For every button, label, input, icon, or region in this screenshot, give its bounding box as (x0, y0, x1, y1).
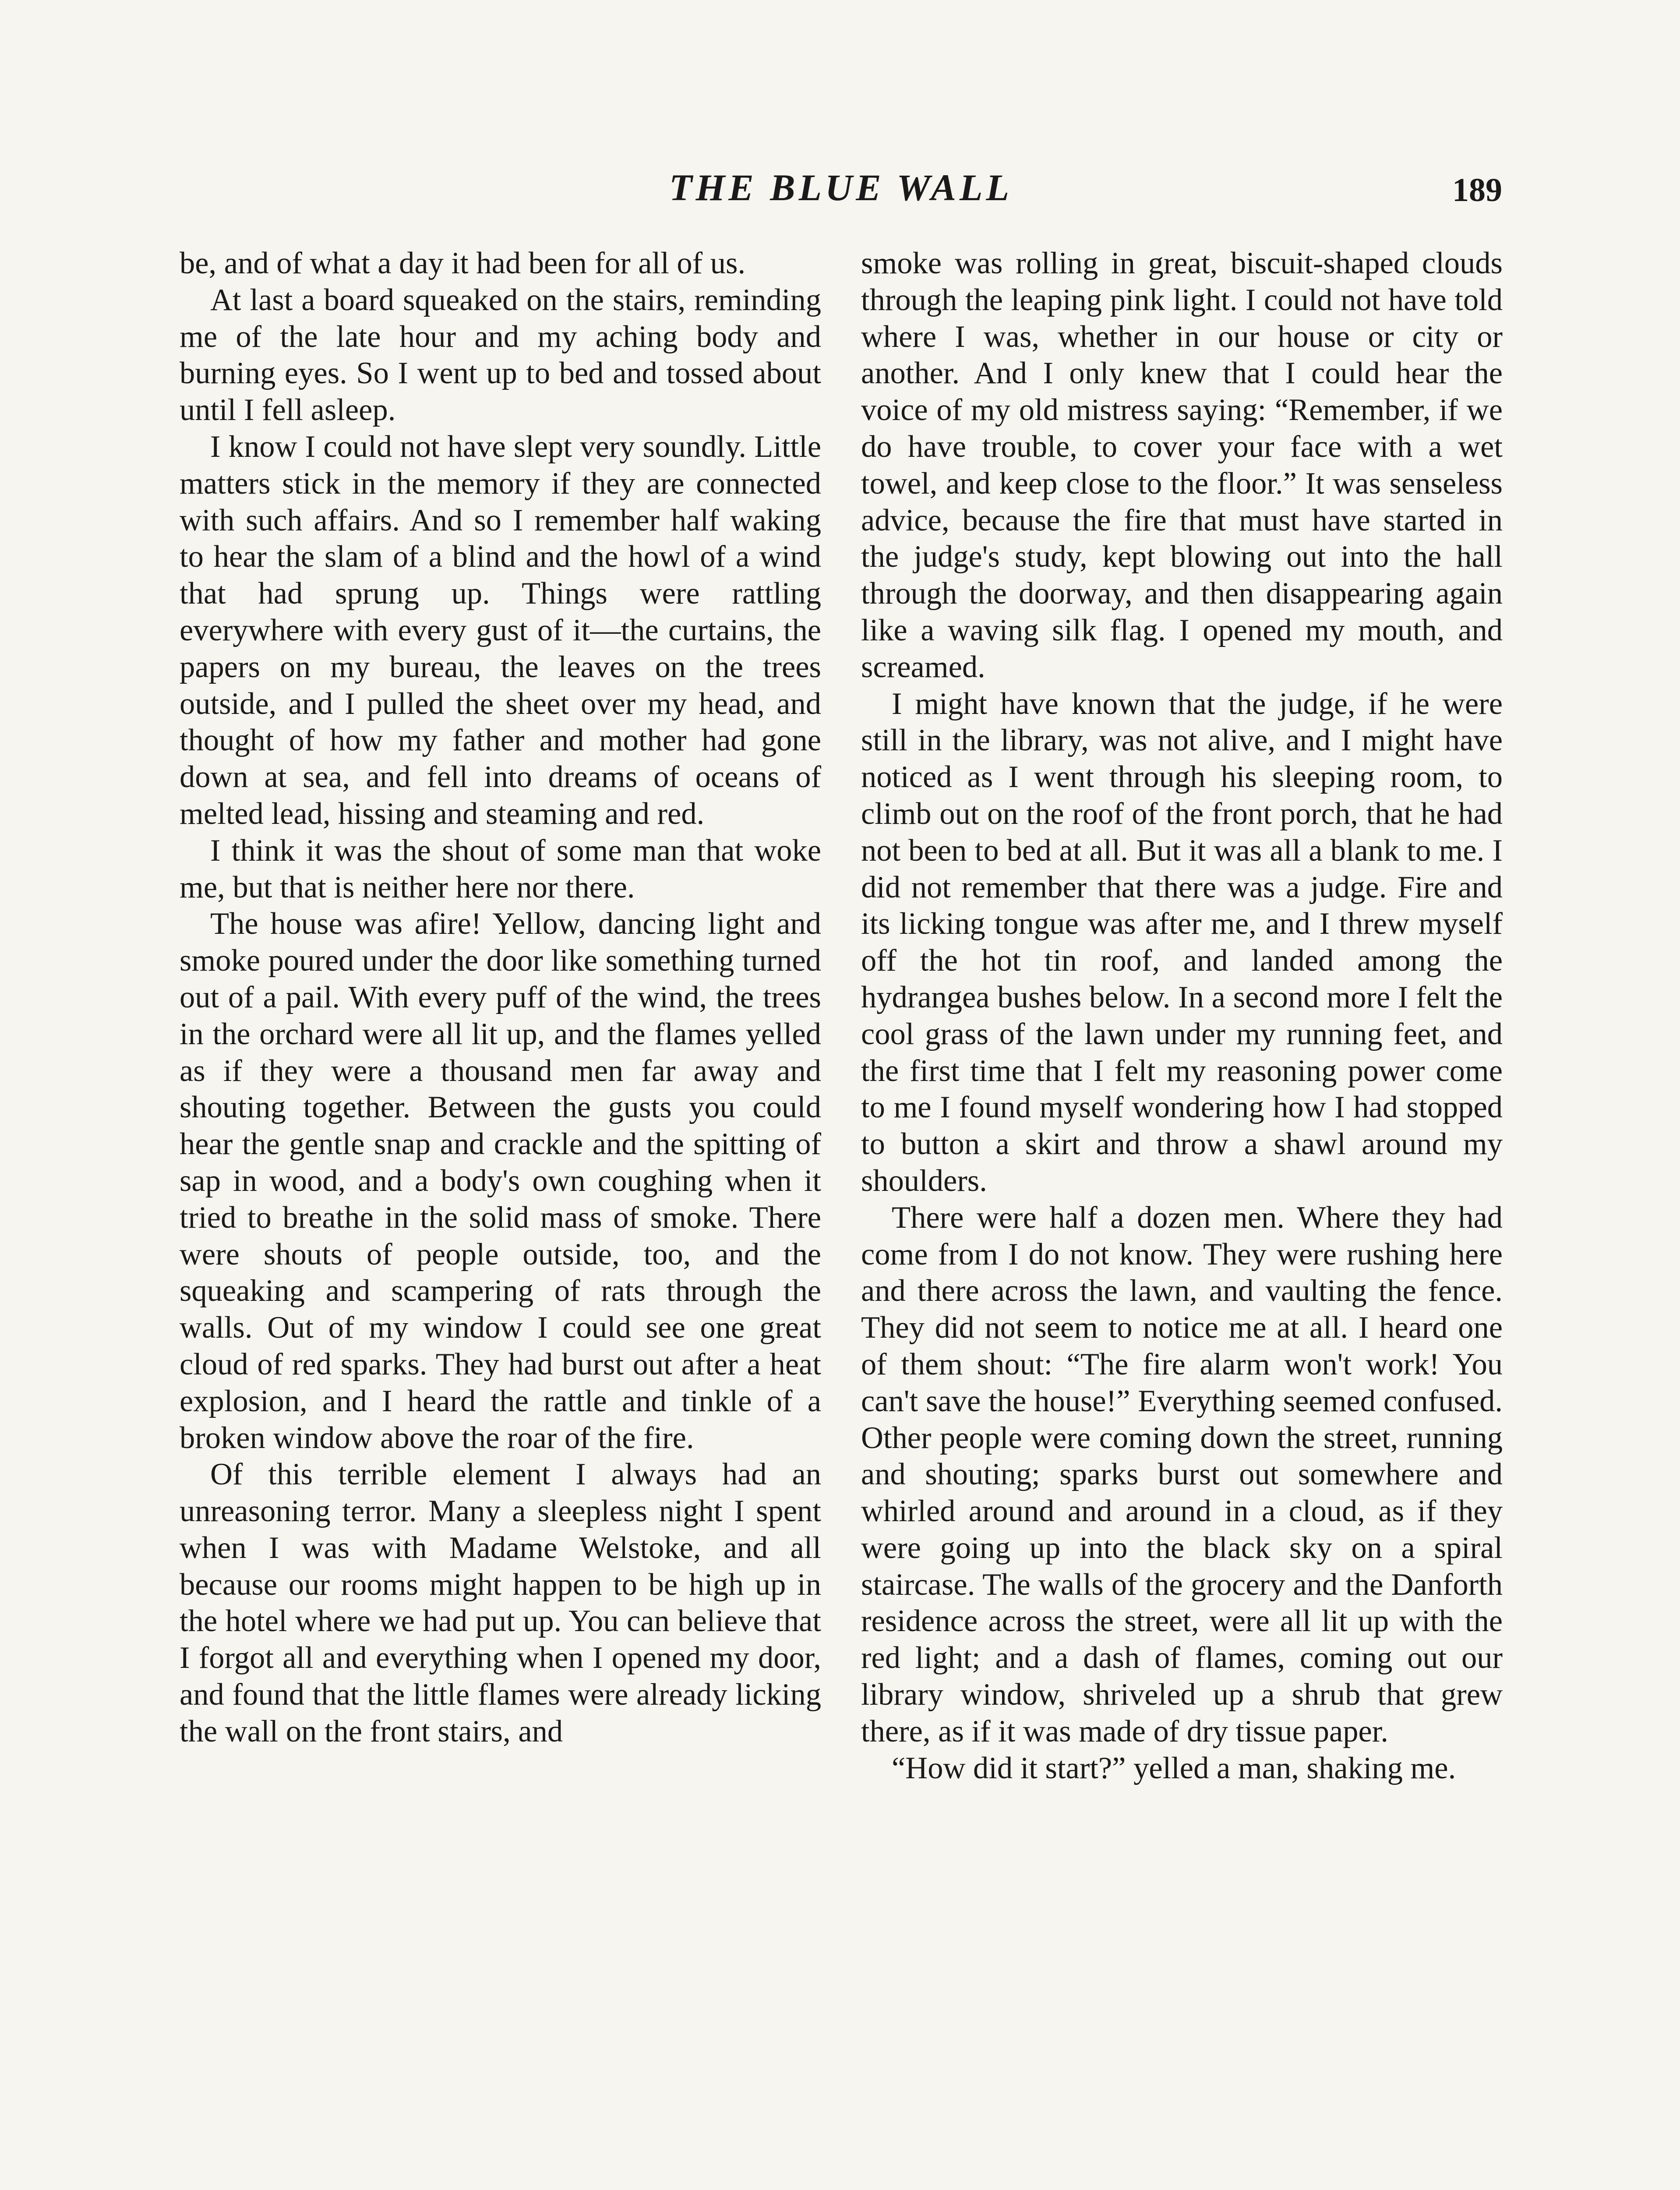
paragraph: “How did it start?” yelled a man, shaking me. (892, 1751, 1456, 1785)
paragraph: smoke was rolling in great, biscuit-shaped clouds through the leaping pink light. I could not have told where I was, whether in our house or city or another. And I only knew that I could hear the voice of my old mistress saying: “Remember, if we do have trouble, to cover your face with a wet towel, and keep close to the floor.” It was senseless advice, because the fire that must have started in the judge's study, kept blowing out into the hall through the doorway, and then disappearing again like a waving silk flag. I opened my mouth, and screamed. (861, 246, 1503, 684)
running-title: THE BLUE WALL (669, 166, 1013, 208)
paragraph: At last a board squeaked on the stairs, reminding me of the late hour and my aching body and burning eyes. So I went up to bed and tossed about until I fell asleep. (180, 283, 821, 427)
paragraph: I know I could not have slept very soundly. Little matters stick in the memory if they are connected with such affairs. And so I remember half waking to hear the slam of a blind and the howl of a wind that had sprung up. Things were rattling everywhere with every gust of it—the curtains, the papers on my bureau, the leaves on the trees outside, and I pulled the sheet over my head, and thought of how my father and mother had gone down at sea, and fell into dreams of oceans of melted lead, hissing and steaming and red. (180, 429, 821, 831)
paragraph: I think it was the shout of some man that woke me, but that is neither here nor there. (180, 833, 821, 904)
left-text-column (180, 245, 821, 1750)
paragraph: I might have known that the judge, if he were still in the library, was not alive, and I might have noticed as I went through his sleeping room, to climb out on the roof of the front porch, that he had not been to bed at all. But it was all a blank to me. I did not remember that there was a judge. Fire and its licking tongue was after me, and I threw myself off the hot tin roof, and landed among the hydrangea bushes below. In a second more I felt the cool grass of the lawn under my running feet, and the first time that I felt my reasoning power come to me I found myself wondering how I had stopped to button a skirt and throw a shawl around my shoulders. (861, 686, 1503, 1198)
paragraph: The house was afire! Yellow, dancing light and smoke poured under the door like something turned out of a pail. With every puff of the wind, the trees in the orchard were all lit up, and the flames yelled as if they were a thousand men far away and shouting together. Between the gusts you could hear the gentle snap and crackle and the spitting of sap in wood, and a body's own coughing when it tried to breathe in the solid mass of smoke. There were shouts of people outside, too, and the squeaking and scampering of rats through the walls. Out of my window I could see one great cloud of red sparks. They had burst out after a heat explosion, and I heard the rattle and tinkle of a broken window above the roar of the fire. (180, 907, 821, 1455)
paragraph: There were half a dozen men. Where they had come from I do not know. They were rushing here and there across the lawn, and vaulting the fence. They did not seem to notice me at all. I heard one of them shout: “The fire alarm won't work! You can't save the house!” Everything seemed confused. Other people were coming down the street, running and shouting; sparks burst out somewhere and whirled around and around in a cloud, as if they were going up into the black sky on a spiral staircase. The walls of the grocery and the Danforth residence across the street, were all lit up with the red light; and a dash of flames, coming out our library window, shriveled up a shrub that grew there, as if it was made of dry tissue paper. (861, 1200, 1503, 1748)
paragraph: be, and of what a day it had been for all of us. (180, 246, 746, 280)
page-number: 189 (1452, 172, 1502, 208)
paragraph: Of this terrible element I always had an unreasoning terror. Many a sleepless night I spent when I was with Madame Welstoke, and all because our rooms might happen to be high up in the hotel where we had put up. You can believe that I forgot all and everything when I opened my door, and found that the little flames were already licking the wall on the front stairs, and (180, 1457, 821, 1748)
page-header (180, 161, 1502, 223)
right-text-column (861, 245, 1503, 1787)
